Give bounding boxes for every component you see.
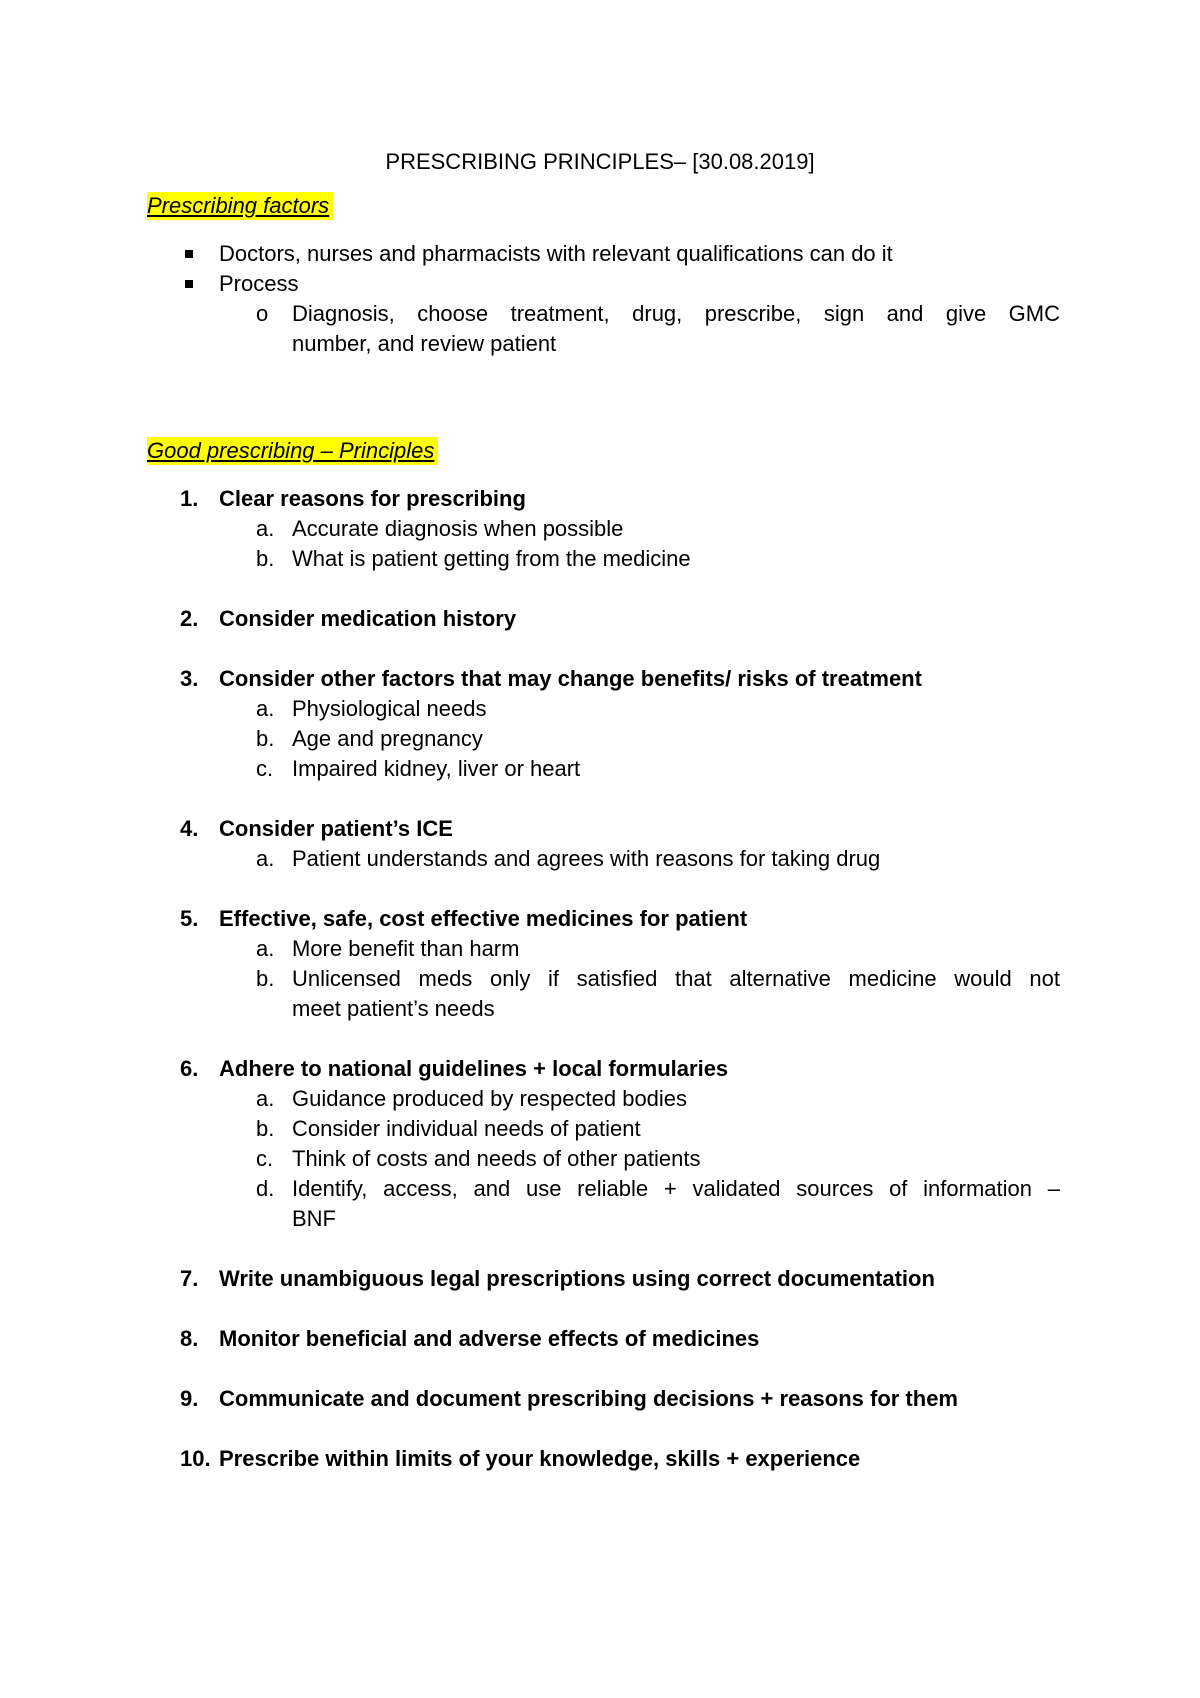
principle-title: Write unambiguous legal prescriptions using correct documentation (219, 1266, 935, 1291)
sub-item-line-2: BNF (292, 1206, 336, 1231)
sub-item-line-2: meet patient’s needs (292, 996, 495, 1021)
principle-title: Monitor beneficial and adverse effects of medicines (219, 1326, 760, 1351)
sub-item-letter: c. (256, 756, 274, 781)
sub-item-letter: a. (256, 936, 275, 961)
sub-item-line-1: Unlicensed meds only if satisfied that alternative medicine would not (292, 966, 1060, 991)
sub-bullet-line-2: number, and review patient (292, 331, 557, 356)
sub-item-text: Guidance produced by respected bodies (292, 1086, 688, 1111)
sub-item-letter: b. (256, 1116, 275, 1141)
sub-item-letter: b. (256, 966, 275, 991)
principle-title: Effective, safe, cost effective medicines for patient (219, 906, 748, 931)
sub-item-text: Physiological needs (292, 696, 487, 721)
principle-title: Clear reasons for prescribing (219, 486, 526, 511)
sub-item-letter: a. (256, 516, 275, 541)
principle-title: Communicate and document prescribing decisions + reasons for them (219, 1386, 958, 1411)
sub-item-text: What is patient getting from the medicine (292, 546, 691, 571)
square-bullet-icon (185, 250, 193, 258)
sub-item-text: Patient understands and agrees with reasons for taking drug (292, 846, 881, 871)
sub-item-letter: b. (256, 726, 275, 751)
principle-title: Consider medication history (219, 606, 517, 631)
sub-item-text: Think of costs and needs of other patients (292, 1146, 701, 1171)
principle-title: Adhere to national guidelines + local formularies (219, 1056, 729, 1081)
principle-title: Consider other factors that may change benefits/ risks of treatment (219, 666, 922, 691)
principle-number: 9. (180, 1386, 199, 1411)
bullet-item: Doctors, nurses and pharmacists with relevant qualifications can do it (219, 241, 893, 266)
sub-item-text (292, 964, 1060, 994)
sub-bullet-item (292, 299, 1060, 329)
sub-bullet-line-1: Diagnosis, choose treatment, drug, prescribe, sign and give GMC (292, 301, 1060, 326)
circle-bullet-icon: o (256, 301, 269, 326)
sub-item-text (292, 1174, 1060, 1204)
principle-title: Consider patient’s ICE (219, 816, 453, 841)
principle-number: 6. (180, 1056, 199, 1081)
principle-title: Prescribe within limits of your knowledge, skills + experience (219, 1446, 861, 1471)
sub-item-letter: b. (256, 546, 275, 571)
sub-item-text: More benefit than harm (292, 936, 520, 961)
sub-item-text: Age and pregnancy (292, 726, 483, 751)
sub-item-text: Consider individual needs of patient (292, 1116, 641, 1141)
sub-item-letter: a. (256, 846, 275, 871)
principle-number: 7. (180, 1266, 199, 1291)
principle-number: 2. (180, 606, 199, 631)
principle-number: 10. (180, 1446, 211, 1471)
sub-item-text: Accurate diagnosis when possible (292, 516, 624, 541)
principle-number: 8. (180, 1326, 199, 1351)
sub-item-letter: a. (256, 696, 275, 721)
principle-number: 3. (180, 666, 199, 691)
square-bullet-icon (185, 280, 193, 288)
section-heading-good-prescribing: Good prescribing – Principles (147, 437, 438, 465)
sub-item-letter: a. (256, 1086, 275, 1111)
principle-number: 4. (180, 816, 199, 841)
page-title: PRESCRIBING PRINCIPLES– [30.08.2019] (385, 149, 815, 174)
section-heading-prescribing-factors: Prescribing factors (147, 192, 333, 220)
sub-item-letter: c. (256, 1146, 274, 1171)
sub-item-letter: d. (256, 1176, 275, 1201)
sub-item-line-1: Identify, access, and use reliable + validated sources of information – (292, 1176, 1060, 1201)
sub-item-text: Impaired kidney, liver or heart (292, 756, 581, 781)
bullet-item: Process (219, 271, 299, 296)
principle-number: 5. (180, 906, 199, 931)
principle-number: 1. (180, 486, 199, 511)
